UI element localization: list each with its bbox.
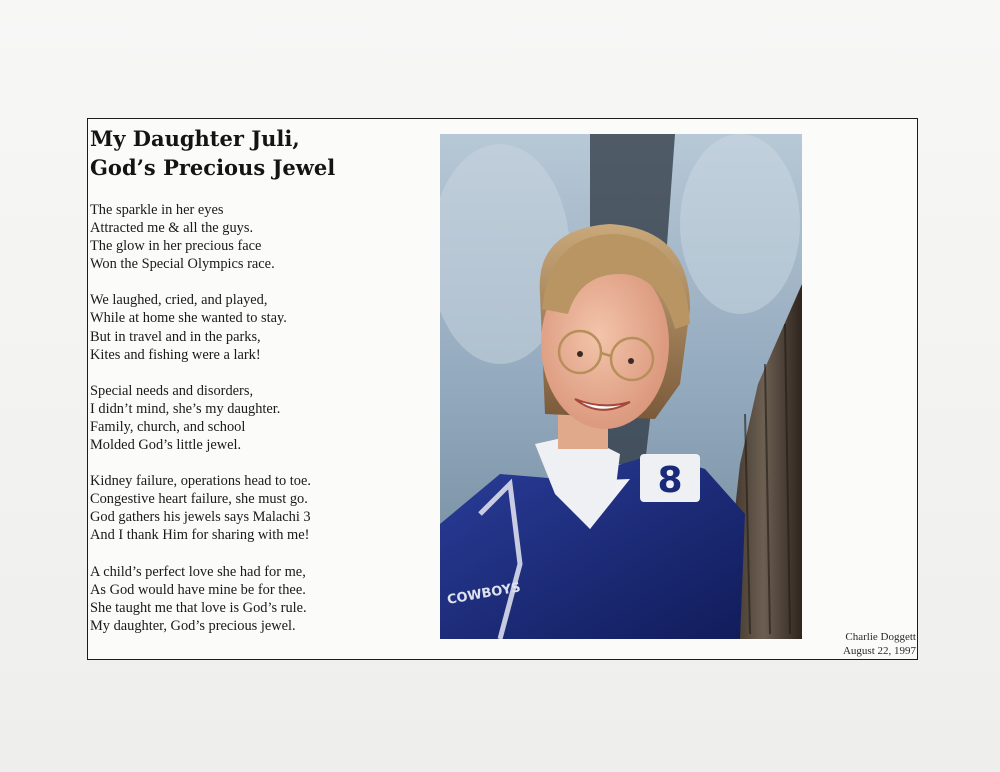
poem-line: Kidney failure, operations head to toe.	[90, 473, 311, 490]
jersey-number-patch	[640, 454, 700, 502]
stanza-2	[90, 291, 430, 363]
stanza-1	[90, 201, 430, 273]
poem-line: Family, church, and school	[90, 418, 246, 435]
jersey-number-text: 8	[657, 460, 683, 501]
poem-line: My daughter, God’s precious jewel.	[90, 617, 296, 634]
stanza-5	[90, 563, 430, 635]
poem-line: And I thank Him for sharing with me!	[90, 527, 310, 544]
poem-line: Special needs and disorders,	[90, 382, 254, 399]
jersey-wordmark-text: COWBOYS	[446, 580, 522, 608]
poem-body	[90, 201, 430, 653]
poem-line: But in travel and in the parks,	[90, 328, 261, 345]
poem-line: A child’s perfect love she had for me,	[90, 563, 306, 580]
poem-date: August 22, 1997	[842, 645, 916, 657]
poem-line: While at home she wanted to stay.	[90, 310, 287, 327]
author-name: Charlie Doggett	[845, 631, 916, 643]
poem-line: I didn’t mind, she’s my daughter.	[90, 400, 281, 417]
poem-title-line-2: God’s Precious Jewel	[90, 155, 336, 180]
poem-line: As God would have mine be for thee.	[90, 581, 306, 598]
signature-block	[843, 630, 916, 658]
poem-line: The sparkle in her eyes	[90, 202, 224, 218]
poem-line: God gathers his jewels says Malachi 3	[90, 509, 311, 526]
portrait-photo	[440, 134, 802, 639]
poem-line: Congestive heart failure, she must go.	[90, 491, 308, 508]
poem-line: We laughed, cried, and played,	[90, 292, 268, 309]
stanza-4	[90, 472, 430, 544]
poem-line: She taught me that love is God’s rule.	[90, 599, 307, 616]
stanza-3	[90, 382, 430, 454]
poem-line: The glow in her precious face	[90, 238, 262, 255]
poem-line: Attracted me & all the guys.	[90, 220, 254, 237]
poem-title-line-1: My Daughter Juli,	[90, 126, 300, 151]
poem-line: Molded God’s little jewel.	[90, 437, 242, 454]
poem-line: Kites and fishing were a lark!	[90, 346, 261, 363]
poem-line: Won the Special Olympics race.	[90, 256, 275, 273]
poem-title	[90, 124, 430, 182]
